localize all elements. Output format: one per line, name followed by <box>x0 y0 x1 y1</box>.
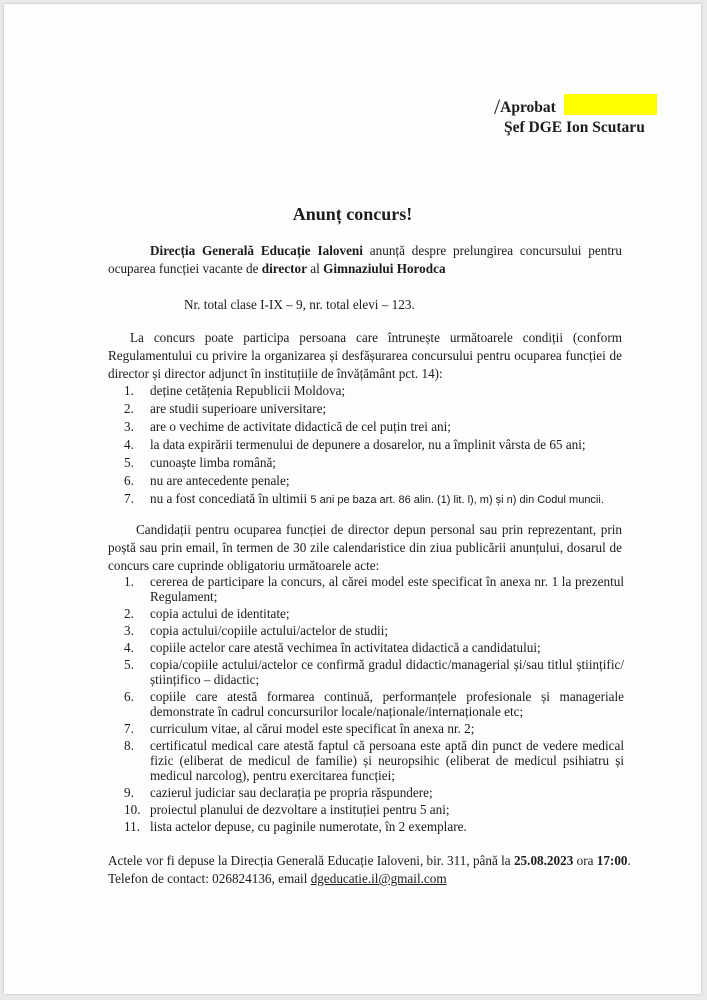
item-text: la data expirării termenului de depunere a dosarelor, nu a împlinit vârsta de 65 ani; <box>150 437 586 452</box>
item-text: copiile actelor care atestă vechimea în activitatea didactică a candidatului; <box>150 640 541 655</box>
conditions-intro: La concurs poate participa persoana care întrunește următoarele condiții (conform Regulamentului cu privire la organizarea și desfășurarea concursului pentru ocuparea funcției de director și director adjunct în instituțiile de învățământ pct. 14): <box>108 330 622 381</box>
approved-label: Aprobat <box>500 99 556 116</box>
role-name: director <box>261 261 307 276</box>
deadline-time: 17:00 <box>596 853 628 868</box>
item-number: 8. <box>124 738 134 753</box>
item-text: copiile care atestă formarea continuă, performanțele profesionale și manageriale demonstrate în cadrul concursurilor locale/naționale/internaționale etc; <box>150 689 624 719</box>
org-name: Direcția Generală Educație Ialoveni <box>150 243 363 258</box>
item-text: cererea de participare la concurs, al cărei model este specificat în anexa nr. 1 la prezentul Regulament; <box>150 574 624 604</box>
document-page <box>4 4 701 994</box>
item-text: are o vechime de activitate didactică de cel puțin trei ani; <box>150 419 451 434</box>
list-item <box>124 606 624 621</box>
list-item <box>124 454 624 472</box>
list-item <box>124 657 624 687</box>
item-number: 3. <box>124 419 134 434</box>
contact-text: Telefon de contact: 026824136, email <box>108 871 311 886</box>
email-link[interactable]: dgeducatie.il@gmail.com <box>310 871 447 886</box>
item-number: 7. <box>124 721 134 736</box>
item-number: 10. <box>124 802 141 817</box>
item-text: curriculum vitae, al cărui model este specificat în anexa nr. 2; <box>150 721 475 736</box>
list-item <box>124 436 624 454</box>
redaction-box <box>564 94 657 115</box>
deadline-text: Actele vor fi depuse la Direcția Generală Educație Ialoveni, bir. 311, până la <box>108 853 514 868</box>
deadline-text-2: ora <box>573 853 597 868</box>
item-text: copia actului de identitate; <box>150 606 290 621</box>
item-text: nu a fost concediată în ultimii <box>150 491 311 506</box>
item-number: 6. <box>124 689 134 704</box>
page-title: Anunț concurs! <box>292 204 413 224</box>
item-text: copia actului/copiile actului/actelor de studii; <box>150 623 389 638</box>
item-number: 1. <box>124 574 134 589</box>
item-text: cunoaște limba română; <box>150 455 276 470</box>
list-item <box>124 490 624 508</box>
item-number: 2. <box>124 606 134 621</box>
deadline-line <box>108 852 638 870</box>
list-item <box>124 721 624 736</box>
item-number: 9. <box>124 785 134 800</box>
intro-text-2: al <box>306 261 324 276</box>
item-number: 1. <box>124 383 134 398</box>
class-stats: Nr. total clase I-IX – 9, nr. total elevi – 123. <box>184 297 415 312</box>
item-text: nu are antecedente penale; <box>150 473 290 488</box>
deadline-period: . <box>627 853 631 868</box>
list-item <box>124 418 624 436</box>
list-item <box>124 574 624 604</box>
item-number: 4. <box>124 437 134 452</box>
item-number: 2. <box>124 401 134 416</box>
contact-footer <box>108 852 638 888</box>
deadline-date: 25.08.2023 <box>513 853 574 868</box>
list-item <box>124 640 624 655</box>
item-text: cazierul judiciar sau declarația pe propria răspundere; <box>150 785 433 800</box>
item-number: 11. <box>124 819 140 834</box>
chief-name: Şef DGE Ion Scutaru <box>504 119 645 136</box>
item-text: copia/copiile actului/actelor ce confirmă gradul didactic/managerial și/sau titlul științific/științifico – didactic; <box>150 657 624 687</box>
item-number: 5. <box>124 657 134 672</box>
list-item <box>124 738 624 783</box>
list-item <box>124 819 624 834</box>
list-item <box>124 472 624 490</box>
list-item <box>124 785 624 800</box>
item-number: 7. <box>124 491 134 506</box>
item-number: 4. <box>124 640 134 655</box>
contact-line <box>108 870 638 888</box>
item-text: lista actelor depuse, cu paginile numerotate, în 2 exemplare. <box>150 819 467 834</box>
school-name: Gimnaziului Horodca <box>323 261 446 276</box>
list-item <box>124 802 624 817</box>
approval-block <box>494 94 657 138</box>
list-item <box>124 400 624 418</box>
item-text: proiectul planului de dezvoltare a instituției pentru 5 ani; <box>150 802 450 817</box>
list-item <box>124 689 624 719</box>
documents-intro: Candidații pentru ocuparea funcției de director depun personal sau prin reprezentant, prin poștă sau prin email, în termen de 30 zile calendaristice din ziua publicării anunțului, dosarul de concurs care cuprinde obligatoriu următoarele acte: <box>108 522 622 573</box>
item-number: 3. <box>124 623 134 638</box>
item-text-small: 5 ani pe baza art. 86 alin. (1) lit. l), m) și n) din Codul muncii. <box>310 494 604 506</box>
intro-paragraph <box>108 242 622 278</box>
list-item <box>124 382 624 400</box>
list-item <box>124 623 624 638</box>
item-number: 6. <box>124 473 134 488</box>
item-text: deține cetățenia Republicii Moldova; <box>150 383 346 398</box>
intro-text-1: anunță despre prelungirea concursului pentru ocuparea funcției vacante de <box>108 243 622 276</box>
signature-mark: / <box>494 94 501 119</box>
conditions-list <box>124 382 624 508</box>
item-text: certificatul medical care atestă faptul că persoana este aptă din punct de vedere medical fizic (eliberat de medicul de familie) și neuropsihic (eliberat de medicul psihiatru și medicul narcolog), pentru exercitarea funcției; <box>150 738 624 783</box>
item-number: 5. <box>124 455 134 470</box>
documents-list <box>124 574 624 836</box>
item-text: are studii superioare universitare; <box>150 401 327 416</box>
